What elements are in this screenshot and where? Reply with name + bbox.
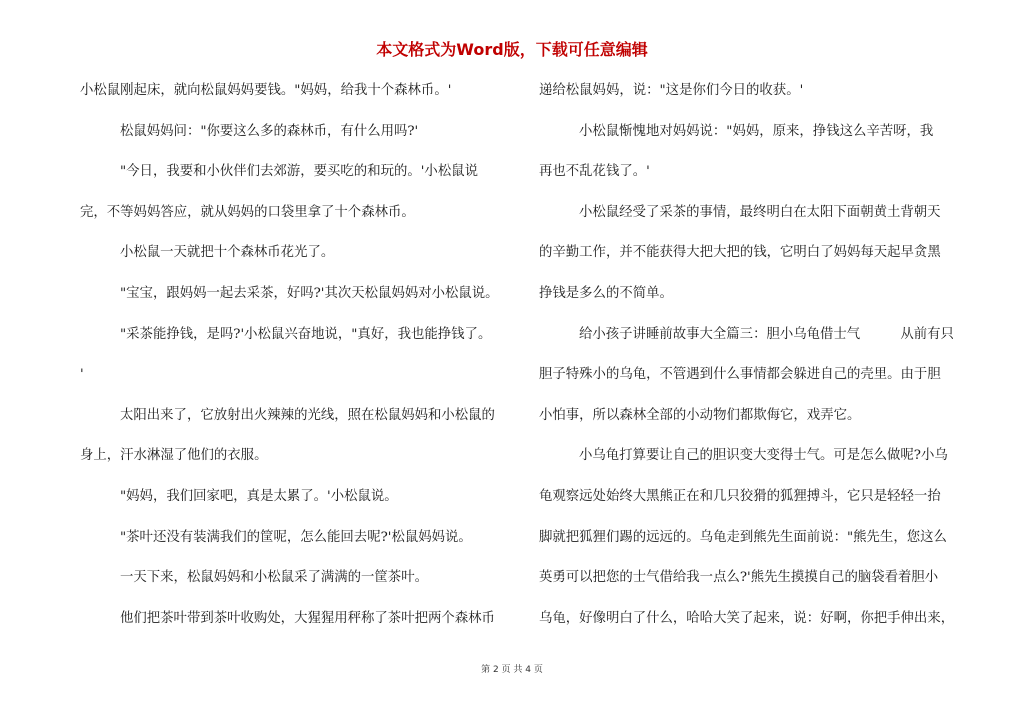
text-line: 身上，汗水淋湿了他们的衣服。 — [80, 448, 268, 464]
text-line: "今日，我要和小伙伴们去郊游，要买吃的和玩的。'小松鼠说 — [120, 164, 478, 180]
text-line: "茶叶还没有装满我们的筐呢，怎么能回去呢?'松鼠妈妈说。 — [120, 529, 472, 545]
text-line: 完，不等妈妈答应，就从妈妈的口袋里拿了十个森林币。 — [80, 204, 415, 220]
text-line: 小松鼠经受了采茶的事情，最终明白在太阳下面朝黄土背朝天 — [579, 204, 941, 220]
text-line: 的辛勤工作，并不能获得大把大把的钱，它明白了妈妈每天起早贪黑 — [539, 245, 941, 261]
text-line: 给小孩子讲睡前故事大全篇三：胆小乌龟借士气 从前有只 — [579, 326, 954, 342]
text-line: 他们把茶叶带到茶叶收购处，大猩猩用秤称了茶叶把两个森林币 — [120, 610, 495, 626]
text-line: 再也不乱花钱了。' — [539, 164, 650, 180]
text-line: "宝宝，跟妈妈一起去采茶，好吗?'其次天松鼠妈妈对小松鼠说。 — [120, 285, 499, 301]
text-line: ' — [80, 367, 84, 383]
text-line: 小松鼠一天就把十个森林币花光了。 — [120, 245, 335, 261]
text-line: 太阳出来了，它放射出火辣辣的光线，照在松鼠妈妈和小松鼠的 — [120, 407, 495, 423]
text-line: 挣钱是多么的不简单。 — [539, 285, 673, 301]
text-line: 一天下来，松鼠妈妈和小松鼠采了满满的一筐茶叶。 — [120, 570, 428, 586]
text-line: 乌龟，好像明白了什么，哈哈大笑了起来，说：好啊，你把手伸出来， — [539, 610, 955, 626]
text-line: 胆子特殊小的乌龟，不管遇到什么事情都会躲进自己的壳里。由于胆 — [539, 367, 941, 383]
left-column — [80, 78, 518, 646]
text-line: 小松鼠惭愧地对妈妈说："妈妈，原来，挣钱这么辛苦呀，我 — [579, 123, 934, 139]
page-header-title: 本文格式为Word版，下载可任意编辑 — [376, 40, 648, 59]
text-line: 英勇可以把您的士气借给我一点么?'熊先生摸摸自己的脑袋看着胆小 — [539, 570, 939, 586]
text-line: 小乌龟打算要让自己的胆识变大变得士气。可是怎么做呢?小乌 — [579, 448, 948, 464]
text-line: 小怕事，所以森林全部的小动物们都欺侮它，戏弄它。 — [539, 407, 861, 423]
text-line: "妈妈，我们回家吧，真是太累了。'小松鼠说。 — [120, 488, 398, 504]
text-line: 小松鼠刚起床，就向松鼠妈妈要钱。"妈妈，给我十个森林币。' — [80, 83, 452, 98]
text-line: 龟观察远处始终大黑熊正在和几只狡猾的狐狸搏斗，它只是轻轻一抬 — [539, 488, 941, 504]
page-number: 第 2 页 共 4 页 — [481, 665, 543, 675]
text-line: "采茶能挣钱，是吗?'小松鼠兴奋地说，"真好，我也能挣钱了。 — [120, 326, 492, 342]
right-column — [539, 78, 963, 646]
text-line: 松鼠妈妈问："你要这么多的森林币，有什么用吗?' — [120, 123, 419, 139]
text-line: 脚就把狐狸们踢的远远的。乌龟走到熊先生面前说："熊先生，您这么 — [539, 529, 947, 545]
text-line: 递给松鼠妈妈，说："这是你们今日的收获。' — [539, 83, 804, 98]
